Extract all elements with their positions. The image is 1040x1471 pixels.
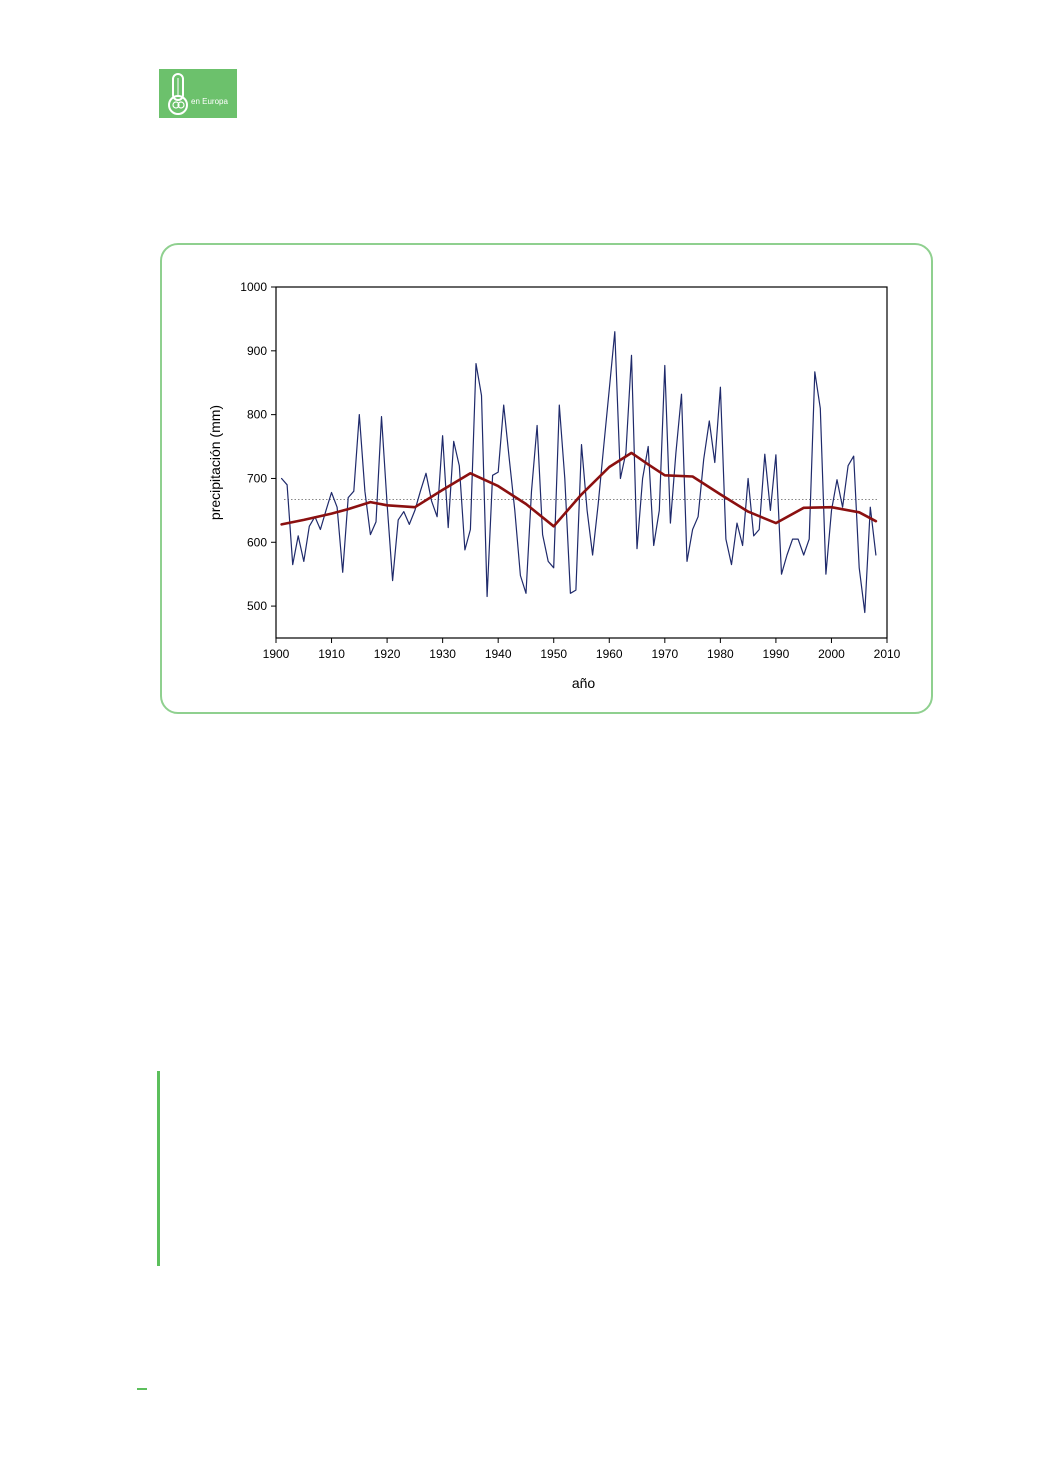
logo-badge: [159, 69, 237, 118]
x-tick-label: 1900: [262, 647, 290, 661]
y-tick-label: 500: [246, 599, 267, 614]
x-tick-label: 1970: [651, 647, 679, 661]
logo-label: en Europa: [191, 97, 228, 106]
series-layer: [282, 332, 876, 613]
x-tick-label: 1990: [762, 647, 790, 661]
side-accent-bar: [157, 1071, 160, 1266]
plot-area-border: [276, 287, 887, 638]
x-tick-label: 1950: [540, 647, 568, 661]
x-tick-label: 2000: [818, 647, 845, 661]
x-axis-label: año: [571, 675, 596, 691]
x-tick-label: 1910: [318, 647, 345, 661]
y-tick-label: 800: [246, 407, 267, 422]
annual-precipitation-line: [282, 332, 876, 613]
x-tick-label: 1940: [484, 647, 512, 661]
thermometer-co2-icon: [159, 69, 237, 118]
y-tick-label: 900: [246, 343, 267, 358]
axes-layer: [240, 280, 900, 661]
x-tick-label: 1980: [707, 647, 734, 661]
y-axis-label: precipitación (mm): [207, 404, 223, 521]
y-tick-label: 600: [246, 535, 267, 550]
x-tick-label: 1920: [373, 647, 401, 661]
x-tick-label: 1930: [429, 647, 456, 661]
page-marker: [137, 1388, 147, 1390]
x-tick-label: 1960: [595, 647, 623, 661]
y-tick-label: 700: [246, 471, 267, 486]
y-tick-label: 1000: [240, 280, 267, 294]
x-tick-label: 2010: [873, 647, 901, 661]
chart-frame: [160, 243, 933, 714]
precipitation-chart: [162, 245, 935, 716]
